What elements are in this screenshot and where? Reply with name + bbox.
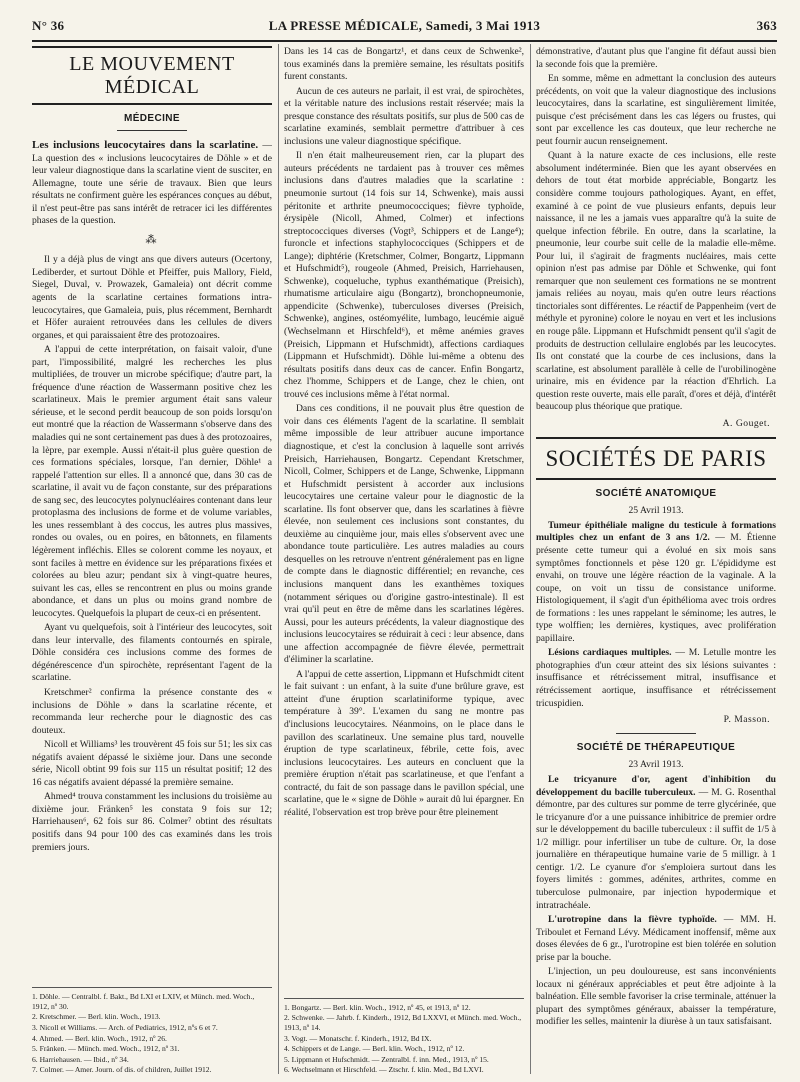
item-text: — M. Letulle montre les photographies d'un cœur atteint des six lésions suivantes : insuffisance et rétrécissement mitral, insuffisance et rétrécissement aortique, insuffisance et rétrécissement tricuspidien.	[536, 647, 776, 709]
column-2	[284, 46, 524, 1076]
article-signature: A. Gouget.	[722, 417, 770, 429]
item-title: L'urotropine dans la fièvre typhoïde.	[548, 914, 717, 926]
footnote: 5. Lippmann et Hufschmidt. — Zentralbl. f. inn. Med., 1913, nº 15.	[284, 1054, 489, 1064]
running-head	[32, 18, 777, 36]
footnote: 4. Ahmed. — Berl. klin. Woch., 1912, nº 26.	[32, 1033, 167, 1043]
paragraph: Kretschmer² confirma la présence constante des « inclusions de Döhle » dans la scarlatine récente, et recommanda leur recherche pour le diagnostic des cas douteux.	[32, 686, 272, 736]
section-title-mouvement: LE MOUVEMENT MÉDICAL	[32, 46, 272, 105]
journal-page	[32, 10, 777, 1078]
page-number: 363	[756, 18, 777, 33]
item-title: Tumeur épithéliale maligne du testicule à formations multiples chez un enfant de 3 ans 1/2.	[536, 519, 776, 544]
society-anatomique-title: SOCIÉTÉ ANATOMIQUE	[595, 487, 717, 499]
footnote: 6. Harriehausen. — Ibid., nº 34.	[32, 1054, 129, 1064]
society-therapeutique-body	[536, 774, 776, 1029]
paragraph: Il n'en était malheureusement rien, car la plupart des auteurs précédents ne tardaient pas à trouver ces mêmes inclusions dans d'autres maladies que la scarlatine : pneumonie surtout (14 fois sur 14, Schwenke), mais aussi péritonite et arthrite pneumococciques; fièvre typhoïde, érysipèle (Nicoll, Ahmed, Colmer) et infections streptococciques diverses (Vogt³, Schippers et de Lange⁴); furoncle et infections staphylococciques (Schippers et de Lange); diphtérie (Kretschmer, Colmer, Bongartz, Lippmann et Hufschmidt⁵), rougeole (Ahmed, Preisich, Harriehausen, Schwenke), coqueluche, typhus exanthématique (Preisich), rhumatisme articulaire aigu (Bongartz), bronchopneumonie, appendicite (Schwenke), tuberculoses diverses (Preisich, Schwenke), angines, ostéomyélite, lumbago, leucémie aiguë (Wechselmann et Hirschfeld⁶), et même anémies graves (Preisich, Lippmann et Hufschmidt), affections cardiaques (Lippmann et Hufschmidt). Döhle lui-même a obtenu des résultats positifs dans deux cas de cancer. Enfin Bongartz, chez l'homme, Schippers et de Lange, chez le chien, ont trouvé ces inclusions même à l'état normal.	[284, 150, 524, 400]
footnote: 6. Wechselmann et Hirschfeld. — Ztschr. f. klin. Med., Bd LXVI.	[284, 1065, 484, 1075]
item-text: — MM. H. Triboulet et Fernand Lévy. Médicament inoffensif, même aux doses élevées de 6 gr., l'urotropine est bien tolérée en solution prise par la bouche.	[536, 914, 776, 963]
footnote: 2. Kretschmer. — Berl. klin. Woch., 1913.	[32, 1012, 161, 1022]
society-therapeutique-title: SOCIÉTÉ DE THÉRAPEUTIQUE	[576, 742, 736, 754]
paragraph: Aucun de ces auteurs ne parlait, il est vrai, de spirochètes, et la véritable nature des inclusions restait réservée; mais la presque constance des résultats positifs, sur plus de 500 cas de scarlatine examinés, semblait permettre d'attribuer à ces inclusions une valeur diagnostique spécifique.	[284, 85, 524, 147]
article-body-col3	[536, 46, 776, 414]
society-item	[536, 774, 776, 912]
article-body-col2	[284, 46, 524, 819]
footnote: 3. Vogt. — Monatschr. f. Kinderh., 1912, Bd IX.	[284, 1033, 432, 1043]
paragraph: En somme, même en admettant la conclusion des auteurs précédents, on voit que la valeur diagnostique des inclusions leucocytaires, dans la scarlatine, est singulièrement limitée, puisque c'est précisément dans les cas légers ou frustes, qui sont par excellence les cas douteux, que leur recherche ne peut fournir aucun renseignement.	[536, 73, 776, 147]
item-text: — M. Étienne présente cette tumeur qui a évolué en six mois sans symptômes fonctionnels et pèse 120 gr. L'épididyme est envahi, on trouve une légère réaction de la vaginale. A la coupe, on voit un tissu de consistance uniforme. Histologiquement, il s'agit d'un épithélioma avec trois ordres de formations : les unes rappelant le séminome; les autres, le type wolffien; les dernières, kystiques, avec prolifération papillaire.	[536, 532, 776, 644]
paragraph: Dans ces conditions, il ne pouvait plus être question de voir dans ces éléments l'agent de la scarlatine. Il semblait même impossible de leur attribuer aucune importance diagnostique, et c'est la conclusion à laquelle sont arrivés Preisich, Harriehausen, Bongartz. Cependant Kretschmer, Nicoll, Colmer, Schippers et de Lange, Schwenke, Lippmann et Hufschmidt persistent à accorder aux inclusions leucocytaires une certaine valeur pour le diagnostic de la scarlatine. Ils font observer que, dans les scarlatines à fièvre élevée, non seulement ces inclusions sont constantes, du deuxième au cinquième jour, mais elles s'observent avec une abondance toute particulière. Les autres maladies au cours desquelles on les retrouve n'entrent généralement pas en ligne de compte dans le diagnostic différentiel; en revanche, ces inclusions manquent dans les exanthèmes toxiques (notamment sériques ou d'origine gastro-intestinale). Il est vrai qu'il peut en être de même dans les scarlatines légères. Aussi, pour les auteurs précédents, la valeur diagnostique des inclusions leucocytaires se réduirait à ceci : leur absence, dans une affection accompagnée de fièvre élevée, permettrait d'éliminer la scarlatine.	[284, 403, 524, 666]
society-separator	[616, 733, 696, 734]
article-body-col1	[32, 139, 272, 854]
section-title-societes: SOCIÉTÉS DE PARIS	[536, 437, 776, 480]
footnote: 7. Colmer. — Amer. Journ. of dis. of children, Juillet 1912.	[32, 1065, 212, 1075]
stars-separator: ⁂	[145, 233, 159, 246]
column-3	[536, 46, 776, 1076]
paragraph: démonstrative, d'autant plus que l'angine fit défaut aussi bien la seconde fois que la première.	[536, 46, 776, 70]
journal-title: LA PRESSE MÉDICALE, Samedi, 3 Mai 1913	[268, 18, 541, 33]
footnote: 1. Döhle. — Centralbl. f. Bakt., Bd LXI et LXIV, et Münch. med. Woch., 1912, nº 30.	[32, 992, 255, 1011]
article-title: Les inclusions leucocytaires dans la scarlatine.	[32, 139, 259, 151]
paragraph: — La question des « inclusions leucocytaires de Döhle » et de leur valeur diagnostique dans la scarlatine vient de susciter, en Allemagne, toute une série de travaux. Bien que leurs résultats ne confirment guère les espérances conçues au début, il n'est peut-être pas sans intérêt de retracer ici les différentes phases de la question.	[32, 140, 272, 227]
footnote: 1. Bongartz. — Berl. klin. Woch., 1912, nº 45, et 1913, nº 12.	[284, 1002, 471, 1012]
society-item	[536, 647, 776, 710]
paragraph: L'injection, un peu douloureuse, est sans inconvénients locaux ni généraux appréciables et peut être adjointe à la balnéation. Elle semble favoriser la crise terminale, atténuer la plupart des symptômes généraux, abaisser la température, modifier les selles, maintenir la diurèse à un taux satisfaisant.	[536, 966, 776, 1028]
paragraph: Il y a déjà plus de vingt ans que divers auteurs (Ocertony, Lediberder, et surtout Döhle et Pfeiffer, puis Mallory, Field, Siegel, Duval, v. Prowazek, Gamaleia) ont décrit comme agents de la scarlatine certaines formations intra-leucocytaires, que Gamaleia, puis, plus récemment, Bernhardt et Höfer auraient retrouvées dans les cellules de divers organes, et qui paraissaient être des protozoaires.	[32, 254, 272, 341]
rubric-rule	[117, 130, 187, 131]
column-rule-2	[530, 44, 531, 1074]
society-item	[536, 520, 776, 645]
paragraph: Quant à la nature exacte de ces inclusions, elle reste absolument indéterminée. Bien que les ayant observées en dehors de tout état morbide appréciable, Bongartz les considère comme toujours pathologiques. Ayant, en effet, examiné à ce point de vue plusieurs enfants, depuis leur naissance, il ne les a jamais vues apparaître qu'à la suite de quelque infection fébrile. En outre, dans la scarlatine, la pneumonie, leur courbe suit celle de la maladie elle-même. Pour lui, il s'agirait de fragments nucléaires, mais cette opinion n'est pas admise par Döhle et Schwenke, qui font remarquer que non seulement ces formations ne se montrent jamais reliées au noyau, mais qu'en outre leurs réactions tinctoriales sont différentes. Le réactif de Pappenheim (vert de méthyle et pyronine) colore le noyau en vert et les inclusions en rouge pâle. Lippmann et Hufschmidt pensent qu'il s'agit de produits de destruction cellulaire englobés par les leucocytes. Ils ont constaté que la courbe de ces inclusions, dans la scarlatine, est absolument parallèle à celle de l'urobilinogène urinaire, mis en évidence par la réaction d'Ehrlich. La question reste ouverte, mais elle paraît, d'ores et déjà, d'intérêt beaucoup plus théorique que pratique.	[536, 150, 776, 413]
society-anatomique-body	[536, 520, 776, 710]
society-anatomique-date: 25 Avril 1913.	[628, 504, 684, 516]
footnote: 3. Nicoll et Williams. — Arch. of Pediatrics, 1912, nºs 6 et 7.	[32, 1023, 218, 1033]
paragraph: Dans les 14 cas de Bongartz¹, et dans ceux de Schwenke², tous examinés dans la première semaine, les résultats positifs furent constants.	[284, 46, 524, 83]
item-text: — M. G. Rosenthal démontre, par des cultures sur pomme de terre glycérinée, que le tricyanure d'or a une puissance inhibitrice de premier ordre sur le développement du bacille tuberculeux : il suffit de 1/5 à 1/2 milligr. pour infertiliser un tube de culture. Or, la dose journalière en thérapeutique humaine varie de 5 milligr. à 1 centigr. 1/2. Le cyanure d'or s'emploiera surtout dans les foyers limités : gommes, adénites, arthrites, comme en tuberculose pulmonaire, par injection hypodermique et intratrachéale.	[536, 786, 776, 911]
paragraph: A l'appui de cette assertion, Lippmann et Hufschmidt citent le fait suivant : un enfant, à la suite d'une brûlure grave, est atteint d'une éruption scarlatiniforme typique, avec température à 39°. L'examen du sang ne montre pas d'inclusions leucocytaires. Néanmoins, on le place dans le pavillon des scarlatineux. Une semaine plus tard, nouvelle éruption de type scarlatineux, fébrile, cette fois, avec inclusions leucocytaires. Les auteurs en concluent que la première éruption n'était pas scarlatineuse, et que l'enfant a contracté, du fait de son passage dans le pavillon spécial, une scarlatine, que le « signe de Döhle » aurait dû lui épargner. En réalité, l'observation est trop brève pour être pleinement	[284, 668, 524, 818]
society-anatomique-signature: P. Masson.	[723, 714, 770, 726]
footnotes-col2	[284, 998, 524, 1076]
article-lead	[32, 139, 272, 228]
paragraph: Ayant vu quelquefois, soit à l'intérieur des leucocytes, soit dans leur intervalle, des filaments contournés en spirale, Döhle considéra ces inclusions comme des formes de dégénérescence d'un spirochète, représentant l'agent de la scarlatine.	[32, 622, 272, 684]
header-rule	[32, 40, 777, 42]
item-title: Le tricyanure d'or, agent d'inhibition du développement du bacille tuberculeux.	[536, 774, 776, 798]
paragraph: Ahmed⁴ trouva constamment les inclusions du troisième au dixième jour. Fränken⁵ les constata 9 fois sur 12; Harriehausen⁶, 62 fois sur 86. Colmer⁷ obtint des résultats positifs dans 94 pour 100 des cas examinés dans les trois premiers jours.	[32, 791, 272, 853]
rubric-medecine: MÉDECINE	[124, 113, 180, 124]
footnote: 5. Fränken. — Münch. med. Woch., 1912, nº 31.	[32, 1044, 180, 1054]
society-item	[536, 914, 776, 964]
footnote: 4. Schippers et de Lange. — Berl. klin. Woch., 1912, nº 12.	[284, 1044, 465, 1054]
issue-number: N° 36	[32, 18, 65, 33]
column-rule-1	[278, 44, 279, 1074]
footnotes-col1	[32, 987, 272, 1076]
column-1	[32, 46, 272, 1076]
footnote: 2. Schwenke. — Jahrb. f. Kinderh., 1912, Bd LXXVI, et Münch. med. Woch., 1913, nº 14.	[284, 1013, 522, 1033]
society-therapeutique-date: 23 Avril 1913.	[628, 759, 684, 771]
paragraph: A l'appui de cette interprétation, on faisait valoir, d'une part, l'impossibilité, malgré les recherches les plus multipliées, de trouver un microbe spécifique; d'autre part, la fréquence d'une réaction de Wassermann positive chez les scarlatineux. Mais le premier argument était sans valeur sérieuse, et le second perdit beaucoup de son poids lorsqu'on eut montré que la réaction de Wassermann s'observe dans des maladies qui ne sont certainement pas dues à des protozoaires, la lèpre, par exemple. Aussi n'était-il plus guère question de ces formations spéciales, lorsque, l'an dernier, Döhle¹ a rappelé l'attention sur elles. Il a annoncé que, dans 30 cas de scarlatine, il avait vu de façon constante, sur des préparations de sang sec, des leucocytes polynucléaires contenant dans leur protoplasma des inclusions de forme et de volume variables, les unes ressemblant à des coccus, les autres plus massives, rondes ou ovales, ou en poires, en bâtonnets, en filaments légèrement infléchis. Elles se colorent comme les noyaux, et sont faciles à mettre en évidence sur les préparations fixées et colorées au bleu azur; pendant six à vingt-quatre heures, suivant les cas, elles se rencontrent en plus ou moins grande abondance, et dans un plus ou moins grand nombre de leucocytes. Quelquefois la plupart de ceux-ci en présentent.	[32, 344, 272, 619]
paragraph: Nicoll et Williams³ les trouvèrent 45 fois sur 51; les six cas négatifs avaient dépassé le sixième jour. Dans une seconde série, Nicoll obtint 99 fois sur 115 un résultat positif; 12 des 16 cas négatifs avaient dépassé la première semaine.	[32, 739, 272, 788]
item-title: Lésions cardiaques multiples.	[548, 647, 672, 659]
